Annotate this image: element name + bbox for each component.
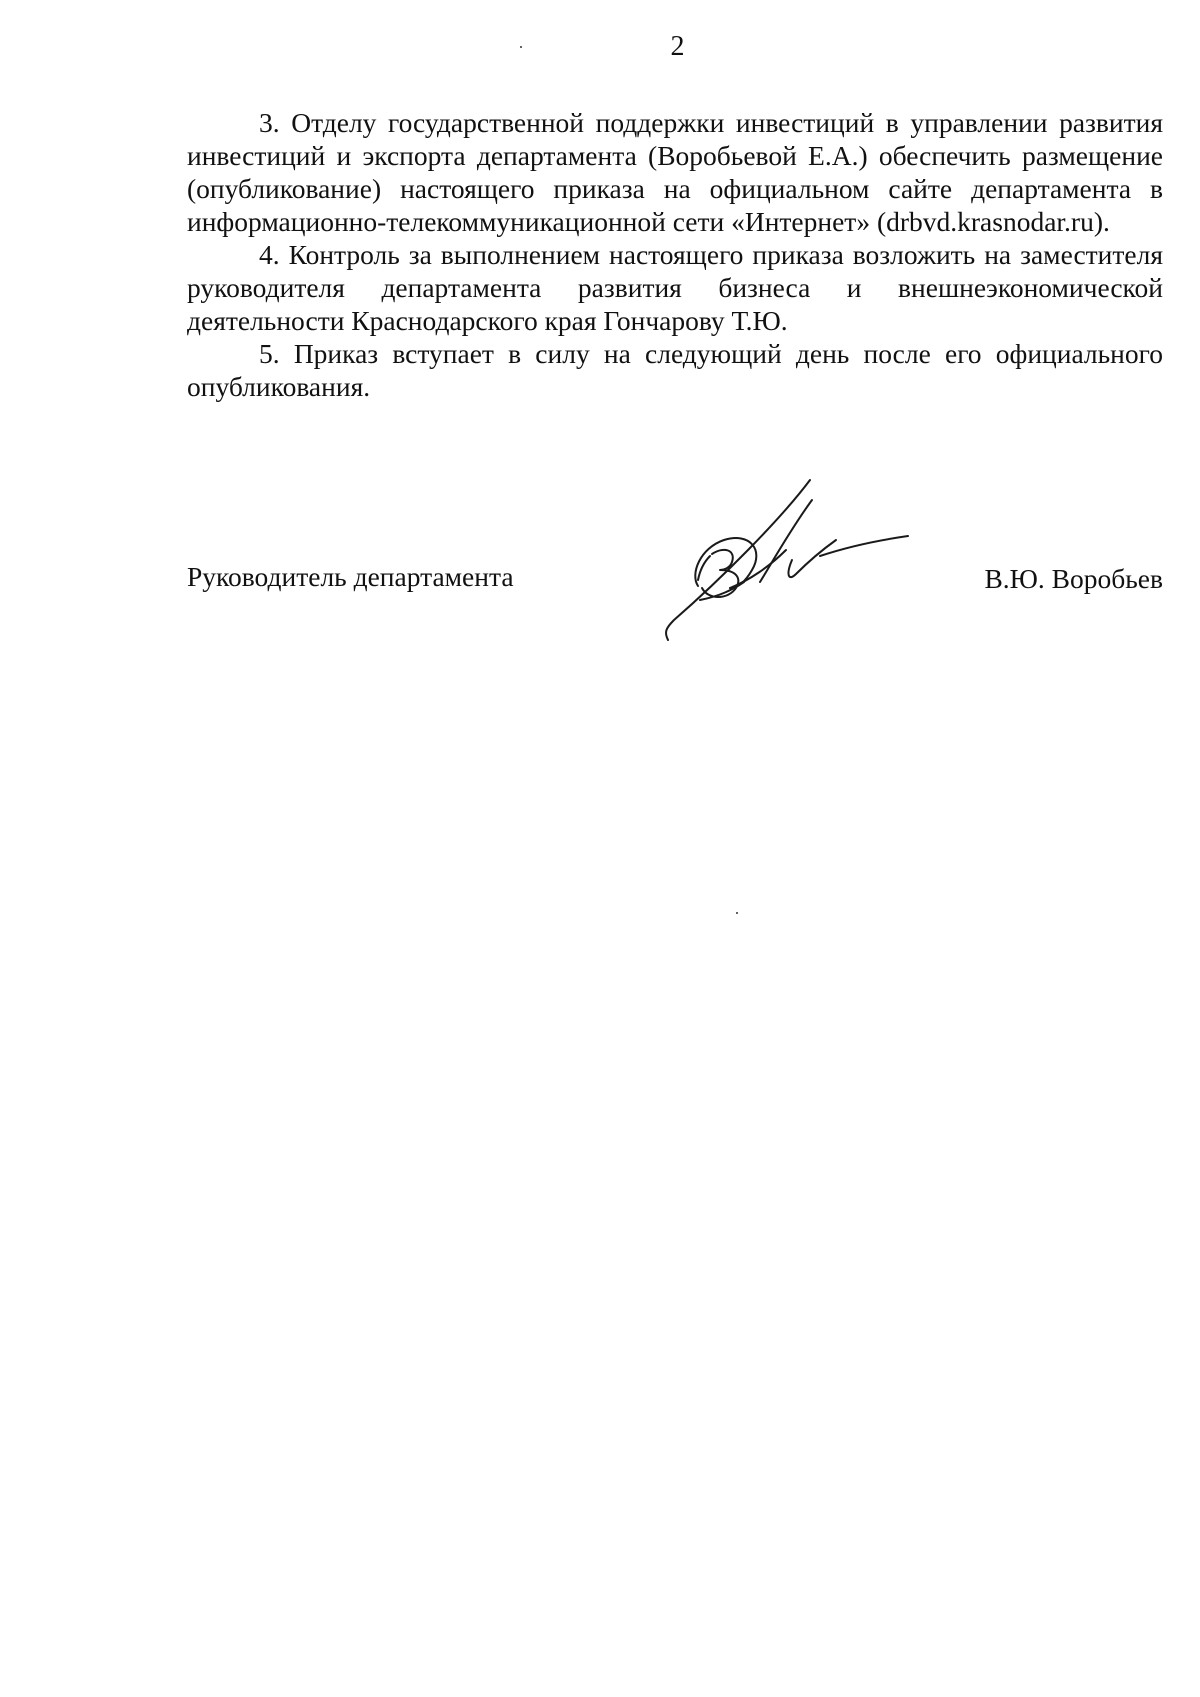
- paragraph-5: 5. Приказ вступает в силу на следующий день после его официального опубликования.: [187, 338, 1163, 402]
- signatory-name: В.Ю. Воробьев: [984, 563, 1163, 594]
- signature-block: [187, 560, 1163, 600]
- page-number: 2: [670, 31, 685, 62]
- scan-speck: [736, 912, 738, 914]
- signatory-title: Руководитель департамента: [187, 561, 514, 592]
- paragraph-4: 4. Контроль за выполнением настоящего приказа возложить на заместителя руководителя департамента развития бизнеса и внешнеэкономической деятельности Краснодарского края Гончарову Т.Ю.: [187, 239, 1163, 336]
- paragraph-3: 3. Отделу государственной поддержки инвестиций в управлении развития инвестиций и экспорта департамента (Воробьевой Е.А.) обеспечить размещение (опубликование) настоящего приказа на официальном сайте департамента в информационно-телекоммуникационной сети «Интернет» (drbvd.krasnodar.ru).: [187, 107, 1163, 237]
- scan-speck: [520, 46, 522, 48]
- document-body: [187, 106, 1163, 403]
